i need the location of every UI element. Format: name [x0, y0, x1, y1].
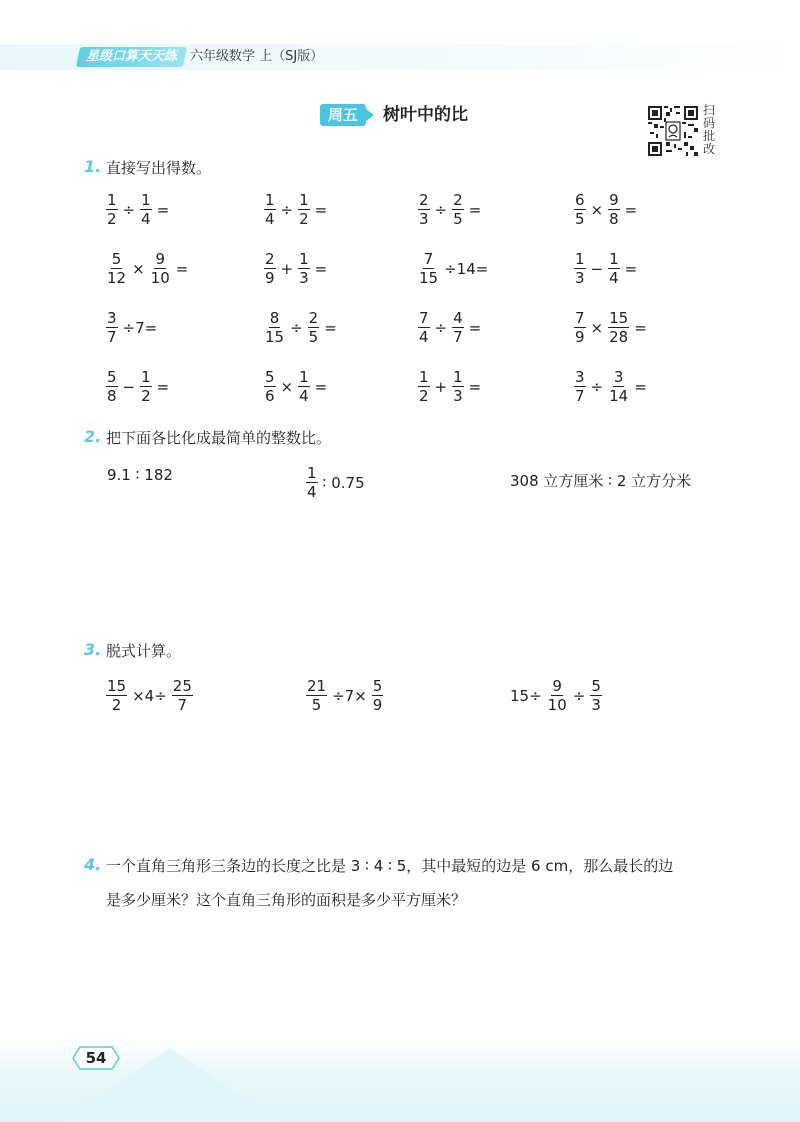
question-2-prompt: 把下面各比化成最简单的整数比。	[106, 429, 332, 447]
fraction	[140, 370, 152, 404]
numerator: 15	[107, 677, 127, 695]
step-calc-problem	[507, 679, 604, 713]
numerator: 1	[299, 368, 309, 386]
operator-text: ÷	[290, 318, 303, 337]
question-3-prompt: 脱式计算。	[106, 642, 182, 660]
numerator: 1	[107, 191, 117, 209]
numerator: 1	[419, 368, 429, 386]
fraction	[608, 370, 629, 404]
fraction	[106, 679, 127, 713]
fraction	[372, 679, 384, 713]
denominator: 2	[111, 696, 122, 714]
book-title: 六年级数学 上（SJ版）	[190, 49, 324, 64]
calc-problem	[416, 311, 484, 345]
numerator: 7	[419, 309, 429, 327]
operator-text: ÷7×	[332, 686, 367, 705]
denominator: 5	[453, 210, 463, 228]
fraction	[298, 252, 310, 286]
fraction	[306, 679, 327, 713]
fraction	[574, 370, 586, 404]
calc-problem	[416, 370, 484, 404]
denominator: 3	[453, 387, 463, 405]
step-calc-problem	[104, 679, 195, 713]
operator-text: =	[468, 377, 482, 396]
step-calc-problem	[304, 679, 385, 713]
fraction	[106, 193, 118, 227]
fraction	[574, 252, 586, 286]
denominator: 28	[609, 328, 629, 346]
question-1-prompt: 直接写出得数。	[106, 159, 212, 177]
operator-text: ÷	[590, 377, 604, 396]
fraction	[608, 252, 620, 286]
day-badge: 周五	[320, 104, 366, 126]
numerator: 21	[307, 677, 327, 695]
operator-text: =	[156, 377, 170, 396]
operator-text: +	[434, 377, 448, 396]
operator-text: ÷	[280, 200, 294, 219]
fraction	[418, 252, 439, 286]
qr-label-char: 改	[703, 142, 716, 156]
denominator: 10	[547, 696, 567, 714]
calc-problem	[262, 193, 330, 227]
fraction	[452, 311, 464, 345]
numerator: 1	[575, 250, 585, 268]
question-1-number: 1.	[84, 157, 102, 176]
calc-problem	[104, 311, 160, 345]
denominator: 4	[419, 328, 429, 346]
denominator: 8	[107, 387, 117, 405]
qr-label-char: 批	[703, 129, 716, 143]
operator-text: ×	[590, 200, 604, 219]
question-4-number: 4.	[84, 855, 102, 874]
series-name: 星级口算天天练	[86, 49, 178, 64]
qr-code-icon[interactable]	[648, 106, 698, 156]
operator-text: −	[590, 259, 604, 278]
fraction	[590, 679, 602, 713]
operator-text: =	[634, 377, 647, 396]
page-number: 54	[85, 1049, 107, 1067]
operator-text: ×	[132, 259, 145, 278]
fraction	[264, 193, 276, 227]
denominator: 3	[419, 210, 429, 228]
fraction	[418, 370, 430, 404]
denominator: 7	[453, 328, 463, 346]
numerator: 5	[591, 677, 601, 695]
operator-text: ×	[590, 318, 604, 337]
numerator: 7	[423, 250, 434, 268]
operator-text: ÷	[572, 686, 586, 705]
denominator: 7	[107, 328, 117, 346]
fraction	[106, 311, 118, 345]
calc-problem	[572, 311, 650, 345]
operator-text: ÷	[434, 200, 448, 219]
denominator: 4	[307, 483, 317, 501]
operator-text: 15÷	[510, 686, 542, 705]
numerator: 1	[141, 191, 151, 209]
numerator: 9	[155, 250, 165, 268]
denominator: 4	[141, 210, 151, 228]
numerator: 2	[265, 250, 275, 268]
denominator: 2	[141, 387, 151, 405]
operator-text: =	[314, 259, 328, 278]
numerator: 7	[575, 309, 585, 327]
numerator: 2	[308, 309, 319, 327]
fraction	[418, 311, 430, 345]
operator-text: =	[156, 200, 170, 219]
denominator: 5	[311, 696, 322, 714]
numerator: 15	[609, 309, 629, 327]
operator-text: =	[175, 259, 189, 278]
fraction	[264, 370, 276, 404]
operator-text: =	[468, 200, 482, 219]
ratio-problem	[507, 474, 694, 489]
denominator: 4	[609, 269, 619, 287]
fraction	[574, 193, 586, 227]
operator-text: 308 立方厘米 ∶ 2 立方分米	[510, 472, 692, 490]
operator-text: =	[324, 318, 337, 337]
operator-text: =	[314, 377, 328, 396]
calc-problem	[416, 252, 491, 286]
calc-problem	[104, 370, 172, 404]
denominator: 5	[308, 328, 319, 346]
numerator: 9	[552, 677, 562, 695]
numerator: 25	[172, 677, 192, 695]
fraction	[574, 311, 586, 345]
operator-text: ÷14=	[444, 259, 489, 278]
fraction	[172, 679, 193, 713]
denominator: 5	[575, 210, 585, 228]
calc-problem	[572, 252, 640, 286]
numerator: 1	[299, 250, 309, 268]
ratio-problem	[104, 468, 176, 483]
numerator: 6	[575, 191, 585, 209]
numerator: 5	[107, 368, 117, 386]
numerator: 5	[265, 368, 275, 386]
calc-problem	[416, 193, 484, 227]
fraction	[264, 311, 285, 345]
fraction	[308, 311, 320, 345]
calc-problem	[572, 370, 650, 404]
operator-text: −	[122, 377, 136, 396]
fraction	[106, 252, 127, 286]
operator-text: 9.1 ∶ 182	[107, 466, 173, 484]
numerator: 2	[453, 191, 463, 209]
numerator: 8	[269, 309, 280, 327]
series-logo	[76, 47, 187, 67]
numerator: 2	[419, 191, 429, 209]
denominator: 2	[107, 210, 117, 228]
question-4-text-line-1: 一个直角三角形三条边的长度之比是 3 ∶ 4 ∶ 5，其中最短的边是 6 cm，那么最长的边	[106, 857, 674, 875]
operator-text: ∶ 0.75	[322, 473, 365, 492]
operator-text: +	[280, 259, 294, 278]
operator-text: =	[624, 259, 638, 278]
numerator: 1	[307, 464, 317, 482]
denominator: 7	[177, 696, 188, 714]
question-3-number: 3.	[84, 640, 102, 659]
denominator: 15	[265, 328, 285, 346]
numerator: 9	[609, 191, 619, 209]
operator-text: =	[634, 318, 647, 337]
fraction	[298, 370, 310, 404]
denominator: 8	[609, 210, 619, 228]
numerator: 1	[265, 191, 275, 209]
calc-problem	[104, 252, 191, 286]
numerator: 3	[613, 368, 624, 386]
operator-text: ×4÷	[132, 686, 167, 705]
fraction	[106, 370, 118, 404]
denominator: 3	[591, 696, 601, 714]
denominator: 9	[372, 696, 383, 714]
denominator: 12	[107, 269, 127, 287]
question-4-text-line-2: 是多少厘米？这个直角三角形的面积是多少平方厘米？	[106, 891, 467, 909]
numerator: 5	[111, 250, 122, 268]
scan-to-grade-label	[703, 104, 717, 156]
numerator: 1	[453, 368, 463, 386]
calc-problem	[262, 370, 330, 404]
operator-text: ÷7=	[122, 318, 158, 337]
ratio-problem	[304, 466, 368, 500]
operator-text: ÷	[434, 318, 448, 337]
calc-problem	[262, 252, 330, 286]
denominator: 14	[609, 387, 629, 405]
numerator: 4	[453, 309, 463, 327]
fraction	[298, 193, 310, 227]
denominator: 3	[575, 269, 585, 287]
denominator: 9	[575, 328, 585, 346]
fraction	[140, 193, 152, 227]
numerator: 1	[141, 368, 151, 386]
denominator: 2	[419, 387, 429, 405]
numerator: 3	[107, 309, 117, 327]
numerator: 1	[299, 191, 309, 209]
numerator: 3	[575, 368, 585, 386]
denominator: 2	[299, 210, 309, 228]
denominator: 9	[265, 269, 275, 287]
fraction	[547, 679, 568, 713]
fraction	[452, 370, 464, 404]
qr-label-char: 扫	[703, 103, 716, 117]
denominator: 15	[419, 269, 439, 287]
denominator: 3	[299, 269, 309, 287]
operator-text: =	[624, 200, 638, 219]
fraction	[418, 193, 430, 227]
fraction	[306, 466, 318, 500]
lesson-title: 树叶中的比	[383, 105, 468, 125]
fraction	[264, 252, 276, 286]
calc-problem	[572, 193, 640, 227]
operator-text: =	[314, 200, 328, 219]
denominator: 6	[265, 387, 275, 405]
calc-problem	[262, 311, 340, 345]
numerator: 5	[372, 677, 383, 695]
operator-text: =	[468, 318, 482, 337]
calc-problem	[104, 193, 172, 227]
fraction	[452, 193, 464, 227]
badge-arrow-icon	[365, 108, 374, 122]
question-2-number: 2.	[84, 427, 102, 446]
fraction	[150, 252, 171, 286]
fraction	[608, 193, 620, 227]
operator-text: ×	[280, 377, 294, 396]
qr-label-char: 码	[703, 116, 716, 130]
denominator: 4	[265, 210, 275, 228]
denominator: 10	[150, 269, 170, 287]
fraction	[608, 311, 629, 345]
denominator: 7	[575, 387, 585, 405]
numerator: 1	[609, 250, 619, 268]
denominator: 4	[299, 387, 309, 405]
operator-text: ÷	[122, 200, 136, 219]
